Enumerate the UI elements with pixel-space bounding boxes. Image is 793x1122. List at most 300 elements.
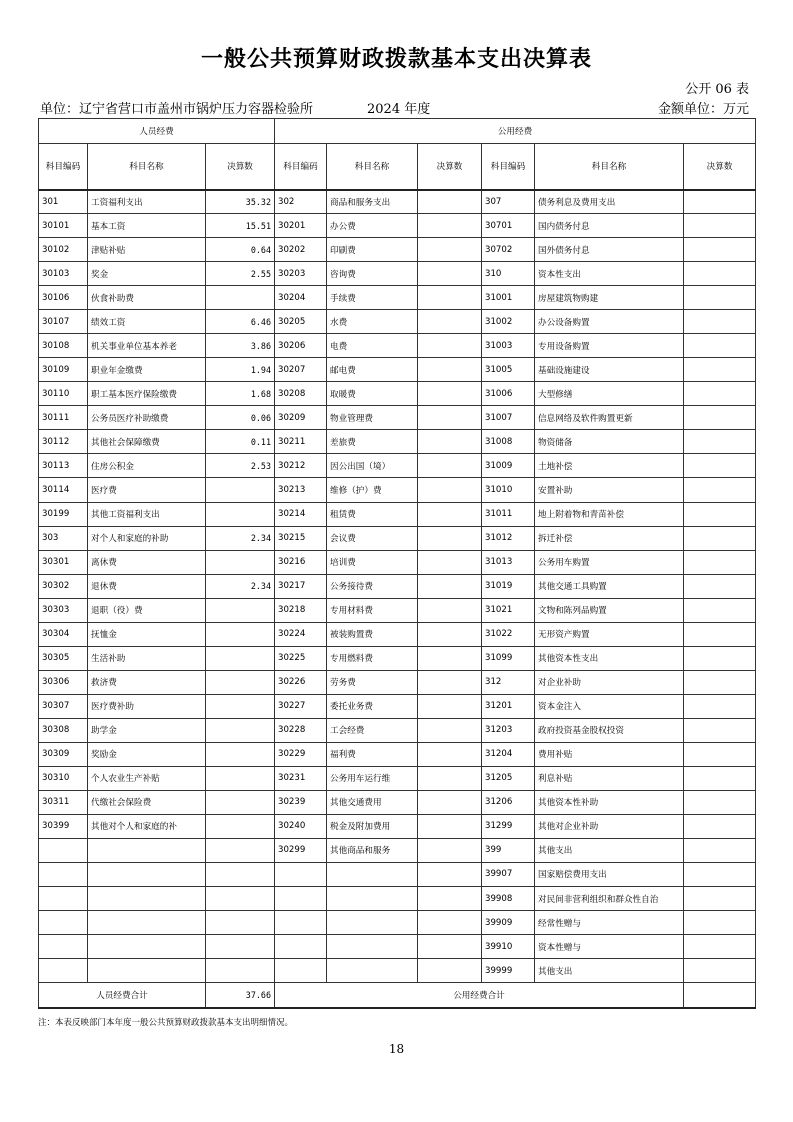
item-name-cell: 国内债务付息 [535, 214, 684, 238]
table-row [39, 646, 756, 670]
item-code-cell [275, 862, 327, 886]
table-row [39, 502, 756, 526]
amount-cell [418, 766, 482, 790]
item-code-cell: 31005 [482, 358, 535, 382]
page-number: 18 [388, 1042, 405, 1056]
amount-cell: 2.34 [206, 574, 275, 598]
table-row [39, 454, 756, 478]
amount-cell [418, 838, 482, 862]
item-code-cell: 30701 [482, 214, 535, 238]
item-code-cell: 30201 [275, 214, 327, 238]
item-code-cell [39, 862, 88, 886]
item-code-cell: 30240 [275, 814, 327, 838]
amount-cell [418, 935, 482, 959]
amount-cell [206, 646, 275, 670]
amount-cell [684, 334, 756, 358]
amount-cell [684, 550, 756, 574]
item-name-cell: 其他对企业补助 [535, 814, 684, 838]
table-row [39, 334, 756, 358]
amount-cell [418, 790, 482, 814]
item-code-cell: 31012 [482, 526, 535, 550]
item-code-cell: 30216 [275, 550, 327, 574]
table-row [39, 286, 756, 310]
item-name-cell: 其他对个人和家庭的补 [88, 814, 206, 838]
table-row [39, 358, 756, 382]
item-code-cell: 30215 [275, 526, 327, 550]
amount-cell [206, 887, 275, 911]
item-name-cell: 退休费 [88, 574, 206, 598]
item-name-cell: 国外债务付息 [535, 238, 684, 262]
item-name-cell: 文物和陈列品购置 [535, 598, 684, 622]
amount-cell [206, 790, 275, 814]
item-code-cell: 30114 [39, 478, 88, 502]
item-name-cell: 政府投资基金股权投资 [535, 718, 684, 742]
item-name-cell: 其他工资福利支出 [88, 502, 206, 526]
item-code-cell: 31205 [482, 766, 535, 790]
item-name-cell: 取暖费 [327, 382, 418, 406]
item-name-cell: 其他支出 [535, 838, 684, 862]
item-code-cell: 39910 [482, 935, 535, 959]
item-name-cell: 信息网络及软件购置更新 [535, 406, 684, 430]
amount-cell: 0.06 [206, 406, 275, 430]
table-row [39, 814, 756, 838]
item-name-cell: 水费 [327, 310, 418, 334]
amount-cell [418, 502, 482, 526]
col-header-name: 科目名称 [327, 144, 418, 190]
item-code-cell [275, 959, 327, 983]
amount-cell [684, 406, 756, 430]
item-name-cell: 因公出国（境） [327, 454, 418, 478]
item-code-cell: 30106 [39, 286, 88, 310]
amount-cell [684, 382, 756, 406]
item-code-cell: 30212 [275, 454, 327, 478]
item-name-cell: 津贴补贴 [88, 238, 206, 262]
item-name-cell: 代缴社会保险费 [88, 790, 206, 814]
item-code-cell: 31201 [482, 694, 535, 718]
item-code-cell: 30214 [275, 502, 327, 526]
item-code-cell: 30102 [39, 238, 88, 262]
item-code-cell [39, 935, 88, 959]
item-name-cell: 对个人和家庭的补助 [88, 526, 206, 550]
item-code-cell: 31009 [482, 454, 535, 478]
table-row [39, 622, 756, 646]
amount-cell [684, 190, 756, 214]
item-code-cell: 30229 [275, 742, 327, 766]
amount-cell [684, 887, 756, 911]
item-code-cell: 30225 [275, 646, 327, 670]
table-row [39, 382, 756, 406]
item-code-cell: 30204 [275, 286, 327, 310]
item-name-cell: 离休费 [88, 550, 206, 574]
amount-cell [206, 935, 275, 959]
form-code: 公开 06 表 [685, 82, 749, 97]
amount-cell [206, 478, 275, 502]
amount-cell [206, 862, 275, 886]
amount-cell [684, 214, 756, 238]
item-name-cell [327, 935, 418, 959]
amount-cell: 0.11 [206, 430, 275, 454]
item-name-cell [327, 887, 418, 911]
amount-cell: 3.86 [206, 334, 275, 358]
col-header-code: 科目编码 [482, 144, 535, 190]
item-code-cell: 30302 [39, 574, 88, 598]
item-name-cell: 无形资产购置 [535, 622, 684, 646]
item-name-cell: 房屋建筑物购建 [535, 286, 684, 310]
table-row [39, 550, 756, 574]
item-name-cell: 邮电费 [327, 358, 418, 382]
amount-cell [418, 406, 482, 430]
item-name-cell: 其他社会保障缴费 [88, 430, 206, 454]
amount-cell [418, 190, 482, 214]
item-name-cell: 对企业补助 [535, 670, 684, 694]
item-code-cell: 30304 [39, 622, 88, 646]
group-header-row [39, 119, 756, 144]
item-code-cell: 30203 [275, 262, 327, 286]
amount-cell: 1.94 [206, 358, 275, 382]
table-row [39, 598, 756, 622]
item-code-cell: 30213 [275, 478, 327, 502]
personnel-total-label: 人员经费合计 [39, 983, 206, 1008]
amount-cell: 0.64 [206, 238, 275, 262]
amount-cell [418, 286, 482, 310]
amount-cell [684, 430, 756, 454]
item-code-cell: 30217 [275, 574, 327, 598]
item-name-cell: 工会经费 [327, 718, 418, 742]
amount-cell [684, 959, 756, 983]
item-code-cell [39, 911, 88, 935]
item-code-cell: 30308 [39, 718, 88, 742]
personnel-total-amount: 37.66 [206, 983, 275, 1008]
amount-cell [418, 959, 482, 983]
amount-cell [418, 814, 482, 838]
item-name-cell: 公务用车运行维 [327, 766, 418, 790]
item-code-cell: 30109 [39, 358, 88, 382]
item-name-cell: 培训费 [327, 550, 418, 574]
item-code-cell: 31002 [482, 310, 535, 334]
table-row [39, 574, 756, 598]
item-name-cell: 办公费 [327, 214, 418, 238]
table-row [39, 430, 756, 454]
col-header-amount: 决算数 [418, 144, 482, 190]
item-name-cell: 费用补贴 [535, 742, 684, 766]
amount-cell [418, 358, 482, 382]
amount-cell [206, 598, 275, 622]
amount-cell [418, 478, 482, 502]
item-name-cell: 奖励金 [88, 742, 206, 766]
col-header-amount: 决算数 [684, 144, 756, 190]
amount-cell [206, 718, 275, 742]
item-name-cell: 伙食补助费 [88, 286, 206, 310]
amount-cell [418, 694, 482, 718]
item-code-cell: 30301 [39, 550, 88, 574]
amount-cell [684, 790, 756, 814]
table-row [39, 959, 756, 983]
item-name-cell: 机关事业单位基本养老 [88, 334, 206, 358]
amount-cell: 35.32 [206, 190, 275, 214]
item-name-cell: 印刷费 [327, 238, 418, 262]
amount-cell: 1.68 [206, 382, 275, 406]
item-name-cell: 手续费 [327, 286, 418, 310]
table-row [39, 742, 756, 766]
amount-cell [418, 622, 482, 646]
item-code-cell: 31204 [482, 742, 535, 766]
item-name-cell: 物资储备 [535, 430, 684, 454]
amount-cell [206, 694, 275, 718]
amount-cell [418, 646, 482, 670]
item-code-cell: 303 [39, 526, 88, 550]
item-code-cell: 30103 [39, 262, 88, 286]
table-row [39, 838, 756, 862]
item-code-cell [39, 838, 88, 862]
item-name-cell: 咨询费 [327, 262, 418, 286]
item-code-cell: 30299 [275, 838, 327, 862]
item-code-cell: 39907 [482, 862, 535, 886]
item-name-cell: 基础设施建设 [535, 358, 684, 382]
table-row [39, 238, 756, 262]
item-code-cell: 310 [482, 262, 535, 286]
amount-cell [418, 334, 482, 358]
amount-cell [684, 911, 756, 935]
table-row [39, 862, 756, 886]
item-code-cell: 30303 [39, 598, 88, 622]
amount-cell [206, 622, 275, 646]
amount-cell [684, 598, 756, 622]
item-name-cell: 国家赔偿费用支出 [535, 862, 684, 886]
item-code-cell: 30231 [275, 766, 327, 790]
item-name-cell: 电费 [327, 334, 418, 358]
table-row [39, 766, 756, 790]
item-code-cell: 30311 [39, 790, 88, 814]
amount-cell [684, 742, 756, 766]
item-code-cell: 31010 [482, 478, 535, 502]
item-name-cell: 生活补助 [88, 646, 206, 670]
item-code-cell: 30111 [39, 406, 88, 430]
item-name-cell [88, 935, 206, 959]
item-code-cell: 31011 [482, 502, 535, 526]
item-name-cell: 其他交通费用 [327, 790, 418, 814]
item-code-cell: 31007 [482, 406, 535, 430]
table-row [39, 310, 756, 334]
report-title: 一般公共预算财政拨款基本支出决算表 [200, 47, 592, 72]
item-name-cell [88, 887, 206, 911]
amount-cell: 6.46 [206, 310, 275, 334]
item-code-cell: 30307 [39, 694, 88, 718]
item-name-cell: 助学金 [88, 718, 206, 742]
item-name-cell [327, 911, 418, 935]
item-code-cell: 31006 [482, 382, 535, 406]
item-code-cell: 301 [39, 190, 88, 214]
amount-cell [418, 382, 482, 406]
item-name-cell [327, 862, 418, 886]
item-code-cell: 312 [482, 670, 535, 694]
item-name-cell: 专用燃料费 [327, 646, 418, 670]
amount-cell [418, 430, 482, 454]
expenditure-table [38, 118, 756, 1009]
item-code-cell: 30224 [275, 622, 327, 646]
personnel-group-header: 人员经费 [39, 119, 275, 144]
item-name-cell: 资本性支出 [535, 262, 684, 286]
item-code-cell [275, 887, 327, 911]
amount-cell [684, 862, 756, 886]
amount-cell [684, 838, 756, 862]
item-name-cell: 会议费 [327, 526, 418, 550]
col-header-code: 科目编码 [275, 144, 327, 190]
col-header-code: 科目编码 [39, 144, 88, 190]
item-code-cell: 30211 [275, 430, 327, 454]
item-name-cell: 劳务费 [327, 670, 418, 694]
item-code-cell: 31299 [482, 814, 535, 838]
amount-cell [684, 694, 756, 718]
amount-cell [418, 862, 482, 886]
totals-row [39, 983, 756, 1008]
item-code-cell: 31019 [482, 574, 535, 598]
item-name-cell: 住房公积金 [88, 454, 206, 478]
amount-cell: 2.34 [206, 526, 275, 550]
amount-cell: 2.55 [206, 262, 275, 286]
item-name-cell: 医疗费 [88, 478, 206, 502]
amount-cell [684, 935, 756, 959]
amount-cell [418, 742, 482, 766]
item-name-cell: 基本工资 [88, 214, 206, 238]
table-row [39, 406, 756, 430]
amount-cell [684, 766, 756, 790]
item-name-cell: 资本性赠与 [535, 935, 684, 959]
item-name-cell: 债务利息及费用支出 [535, 190, 684, 214]
item-code-cell: 30309 [39, 742, 88, 766]
amount-cell [206, 742, 275, 766]
item-name-cell: 公务员医疗补助缴费 [88, 406, 206, 430]
item-code-cell: 30227 [275, 694, 327, 718]
public-total-label: 公用经费合计 [275, 983, 684, 1008]
amount-cell [684, 286, 756, 310]
amount-cell [684, 526, 756, 550]
col-header-name: 科目名称 [535, 144, 684, 190]
item-name-cell: 经常性赠与 [535, 911, 684, 935]
item-name-cell: 退职（役）费 [88, 598, 206, 622]
item-name-cell [88, 862, 206, 886]
amount-unit: 金额单位：万元 [657, 102, 749, 117]
col-header-name: 科目名称 [88, 144, 206, 190]
item-code-cell: 30206 [275, 334, 327, 358]
reporting-unit: 单位：辽宁省营口市盖州市锅炉压力容器检验所 [40, 102, 314, 117]
table-row [39, 911, 756, 935]
item-name-cell: 其他商品和服务 [327, 838, 418, 862]
item-name-cell: 其他支出 [535, 959, 684, 983]
amount-cell [684, 454, 756, 478]
item-name-cell: 物业管理费 [327, 406, 418, 430]
amount-cell [206, 911, 275, 935]
item-code-cell: 30209 [275, 406, 327, 430]
item-code-cell: 30702 [482, 238, 535, 262]
item-name-cell: 职业年金缴费 [88, 358, 206, 382]
item-name-cell: 工资福利支出 [88, 190, 206, 214]
item-code-cell [39, 959, 88, 983]
amount-cell [418, 718, 482, 742]
item-name-cell: 个人农业生产补贴 [88, 766, 206, 790]
item-code-cell: 39908 [482, 887, 535, 911]
table-row [39, 935, 756, 959]
item-name-cell: 医疗费补助 [88, 694, 206, 718]
item-name-cell: 救济费 [88, 670, 206, 694]
item-code-cell: 31003 [482, 334, 535, 358]
item-code-cell: 30239 [275, 790, 327, 814]
amount-cell [206, 550, 275, 574]
amount-cell [684, 478, 756, 502]
item-name-cell [88, 959, 206, 983]
amount-cell [418, 238, 482, 262]
amount-cell [418, 574, 482, 598]
item-name-cell: 大型修缮 [535, 382, 684, 406]
item-code-cell: 307 [482, 190, 535, 214]
item-name-cell [88, 911, 206, 935]
amount-cell [418, 887, 482, 911]
amount-cell [418, 214, 482, 238]
item-code-cell: 302 [275, 190, 327, 214]
item-name-cell: 公务用车购置 [535, 550, 684, 574]
item-name-cell: 专用设备购置 [535, 334, 684, 358]
amount-cell [418, 310, 482, 334]
amount-cell [684, 262, 756, 286]
item-code-cell: 30107 [39, 310, 88, 334]
item-name-cell: 奖金 [88, 262, 206, 286]
amount-cell [684, 502, 756, 526]
amount-cell [684, 718, 756, 742]
item-code-cell: 39909 [482, 911, 535, 935]
item-code-cell: 30228 [275, 718, 327, 742]
amount-cell [684, 646, 756, 670]
amount-cell [206, 502, 275, 526]
item-code-cell [39, 887, 88, 911]
amount-cell [684, 574, 756, 598]
item-code-cell: 30202 [275, 238, 327, 262]
item-code-cell: 30110 [39, 382, 88, 406]
item-name-cell: 税金及附加费用 [327, 814, 418, 838]
footnote: 注：本表反映部门本年度一般公共预算财政拨款基本支出明细情况。 [38, 1018, 294, 1028]
amount-cell [684, 310, 756, 334]
item-name-cell [88, 838, 206, 862]
amount-cell [684, 814, 756, 838]
item-code-cell: 30306 [39, 670, 88, 694]
item-name-cell: 抚恤金 [88, 622, 206, 646]
item-code-cell: 30207 [275, 358, 327, 382]
table-row [39, 718, 756, 742]
item-name-cell: 资本金注入 [535, 694, 684, 718]
amount-cell [418, 598, 482, 622]
amount-cell [206, 766, 275, 790]
item-code-cell: 30399 [39, 814, 88, 838]
item-code-cell: 30205 [275, 310, 327, 334]
item-code-cell: 31021 [482, 598, 535, 622]
table-row [39, 214, 756, 238]
item-code-cell: 31203 [482, 718, 535, 742]
item-name-cell: 其他交通工具购置 [535, 574, 684, 598]
item-name-cell: 其他资本性支出 [535, 646, 684, 670]
table-row [39, 526, 756, 550]
item-name-cell: 被装购置费 [327, 622, 418, 646]
item-code-cell: 30112 [39, 430, 88, 454]
amount-cell [684, 670, 756, 694]
item-name-cell: 福利费 [327, 742, 418, 766]
item-code-cell: 30113 [39, 454, 88, 478]
item-name-cell: 委托业务费 [327, 694, 418, 718]
item-name-cell: 公务接待费 [327, 574, 418, 598]
amount-cell [418, 526, 482, 550]
item-name-cell: 维修（护）费 [327, 478, 418, 502]
public-total-amount [684, 983, 756, 1008]
item-name-cell: 地上附着物和青苗补偿 [535, 502, 684, 526]
amount-cell [206, 286, 275, 310]
item-code-cell: 31206 [482, 790, 535, 814]
